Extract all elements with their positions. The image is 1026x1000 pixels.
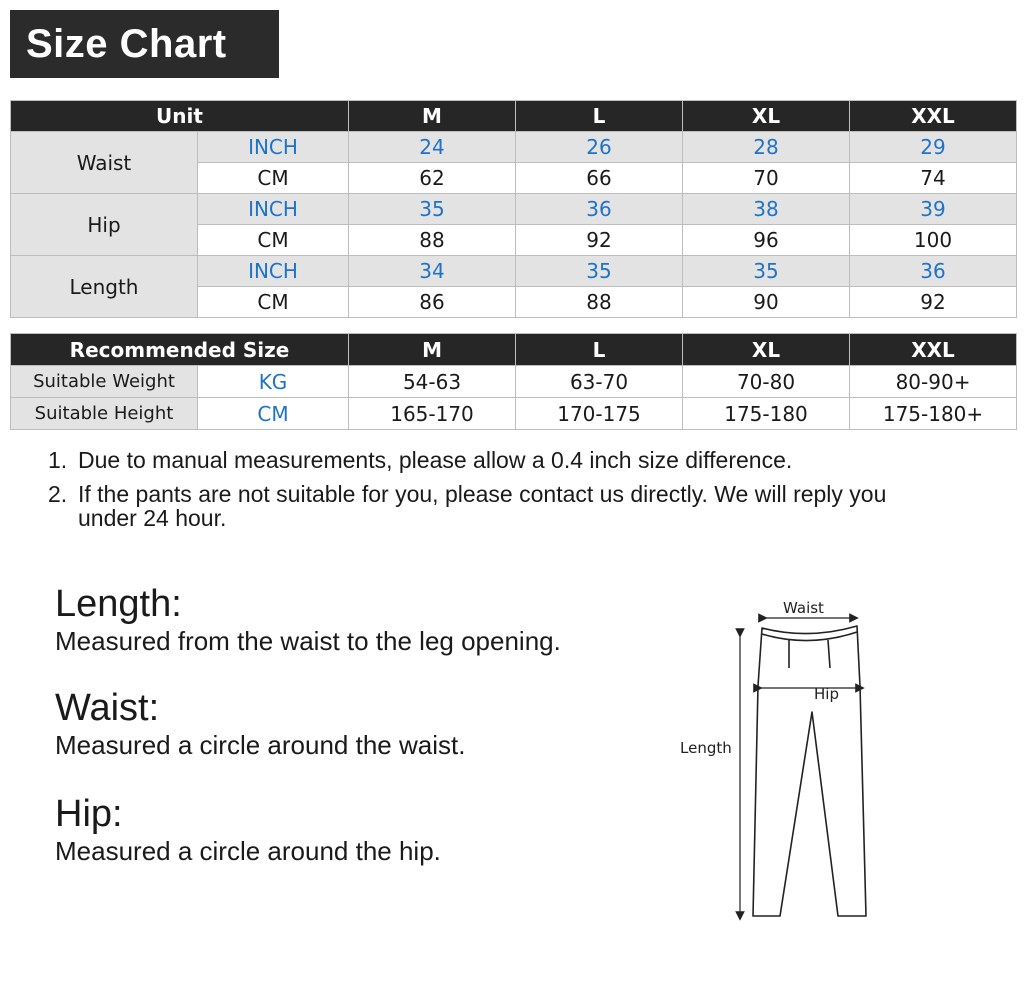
size-header-l: L (516, 101, 683, 132)
table-header-row (11, 334, 1017, 366)
definition-length (55, 582, 675, 656)
page-title: Size Chart (10, 10, 279, 78)
table-cell: 96 (683, 225, 850, 256)
size-header-l: L (516, 334, 683, 366)
table-cell: 36 (516, 194, 683, 225)
unit-cm-label: CM (198, 287, 349, 318)
table-cell: 92 (850, 287, 1017, 318)
definition-waist (55, 686, 675, 760)
definition-description: Measured a circle around the hip. (55, 836, 441, 866)
table-row (11, 194, 1017, 225)
unit-inch-label: INCH (198, 256, 349, 287)
unit-header: Unit (11, 101, 349, 132)
row-label-suitable-height: Suitable Height (11, 398, 198, 430)
table-cell: 66 (516, 163, 683, 194)
unit-inch-label: INCH (198, 194, 349, 225)
note-text: Due to manual measurements, please allow a 0.4 inch size difference. (78, 447, 793, 473)
table-cell: 36 (850, 256, 1017, 287)
size-measurement-table (10, 100, 1017, 330)
definition-term: Waist: (55, 687, 160, 729)
size-header-m: M (349, 334, 516, 366)
table-cell: 74 (850, 163, 1017, 194)
table-row (11, 256, 1017, 287)
note-number: 2. (48, 481, 68, 507)
table-cell: 175-180+ (850, 398, 1017, 430)
row-label-waist: Waist (11, 132, 198, 194)
pants-measurement-diagram (676, 596, 876, 926)
note-item (48, 448, 948, 472)
table-cell: 92 (516, 225, 683, 256)
table-cell: 28 (683, 132, 850, 163)
table-cell: 88 (349, 225, 516, 256)
table-row (11, 366, 1017, 398)
table-cell: 90 (683, 287, 850, 318)
table-cell: 24 (349, 132, 516, 163)
table-cell: 62 (349, 163, 516, 194)
note-text: If the pants are not suitable for you, please contact us directly. We will reply you under 24 hour. (78, 481, 887, 531)
row-label-hip: Hip (11, 194, 198, 256)
recommended-size-header: Recommended Size (11, 334, 349, 366)
unit-cm-label: CM (198, 225, 349, 256)
table-cell: 63-70 (516, 366, 683, 398)
table-cell: 54-63 (349, 366, 516, 398)
table-cell: 86 (349, 287, 516, 318)
table-cell: 38 (683, 194, 850, 225)
note-item (48, 482, 948, 530)
unit-cm-label: CM (198, 398, 349, 430)
table-cell: 39 (850, 194, 1017, 225)
table-cell: 35 (683, 256, 850, 287)
definition-description: Measured a circle around the waist. (55, 730, 466, 760)
length-label: Length (680, 739, 732, 757)
unit-inch-label: INCH (198, 132, 349, 163)
unit-kg-label: KG (198, 366, 349, 398)
waist-label: Waist (783, 599, 824, 617)
table-cell: 80-90+ (850, 366, 1017, 398)
pants-icon (753, 626, 866, 916)
size-header-m: M (349, 101, 516, 132)
size-header-xxl: XXL (850, 334, 1017, 366)
table-cell: 26 (516, 132, 683, 163)
hip-label: Hip (814, 685, 839, 703)
definition-term: Length: (55, 583, 182, 625)
notes-list (48, 448, 948, 540)
table-cell: 175-180 (683, 398, 850, 430)
unit-cm-label: CM (198, 163, 349, 194)
recommended-size-table (10, 333, 1017, 430)
size-header-xl: XL (683, 101, 850, 132)
row-label-suitable-weight: Suitable Weight (11, 366, 198, 398)
definition-hip (55, 792, 675, 866)
definition-description: Measured from the waist to the leg opening. (55, 626, 561, 656)
table-cell: 29 (850, 132, 1017, 163)
table-row (11, 398, 1017, 430)
size-header-xl: XL (683, 334, 850, 366)
table-header-row (11, 101, 1017, 132)
row-label-length: Length (11, 256, 198, 318)
table-cell: 35 (349, 194, 516, 225)
definition-term: Hip: (55, 793, 123, 835)
table-cell: 170-175 (516, 398, 683, 430)
size-header-xxl: XXL (850, 101, 1017, 132)
table-row (11, 132, 1017, 163)
table-spacer (11, 318, 1017, 330)
table-cell: 70 (683, 163, 850, 194)
table-cell: 100 (850, 225, 1017, 256)
table-cell: 34 (349, 256, 516, 287)
table-cell: 35 (516, 256, 683, 287)
table-cell: 88 (516, 287, 683, 318)
note-number: 1. (48, 447, 68, 473)
table-cell: 70-80 (683, 366, 850, 398)
table-cell: 165-170 (349, 398, 516, 430)
